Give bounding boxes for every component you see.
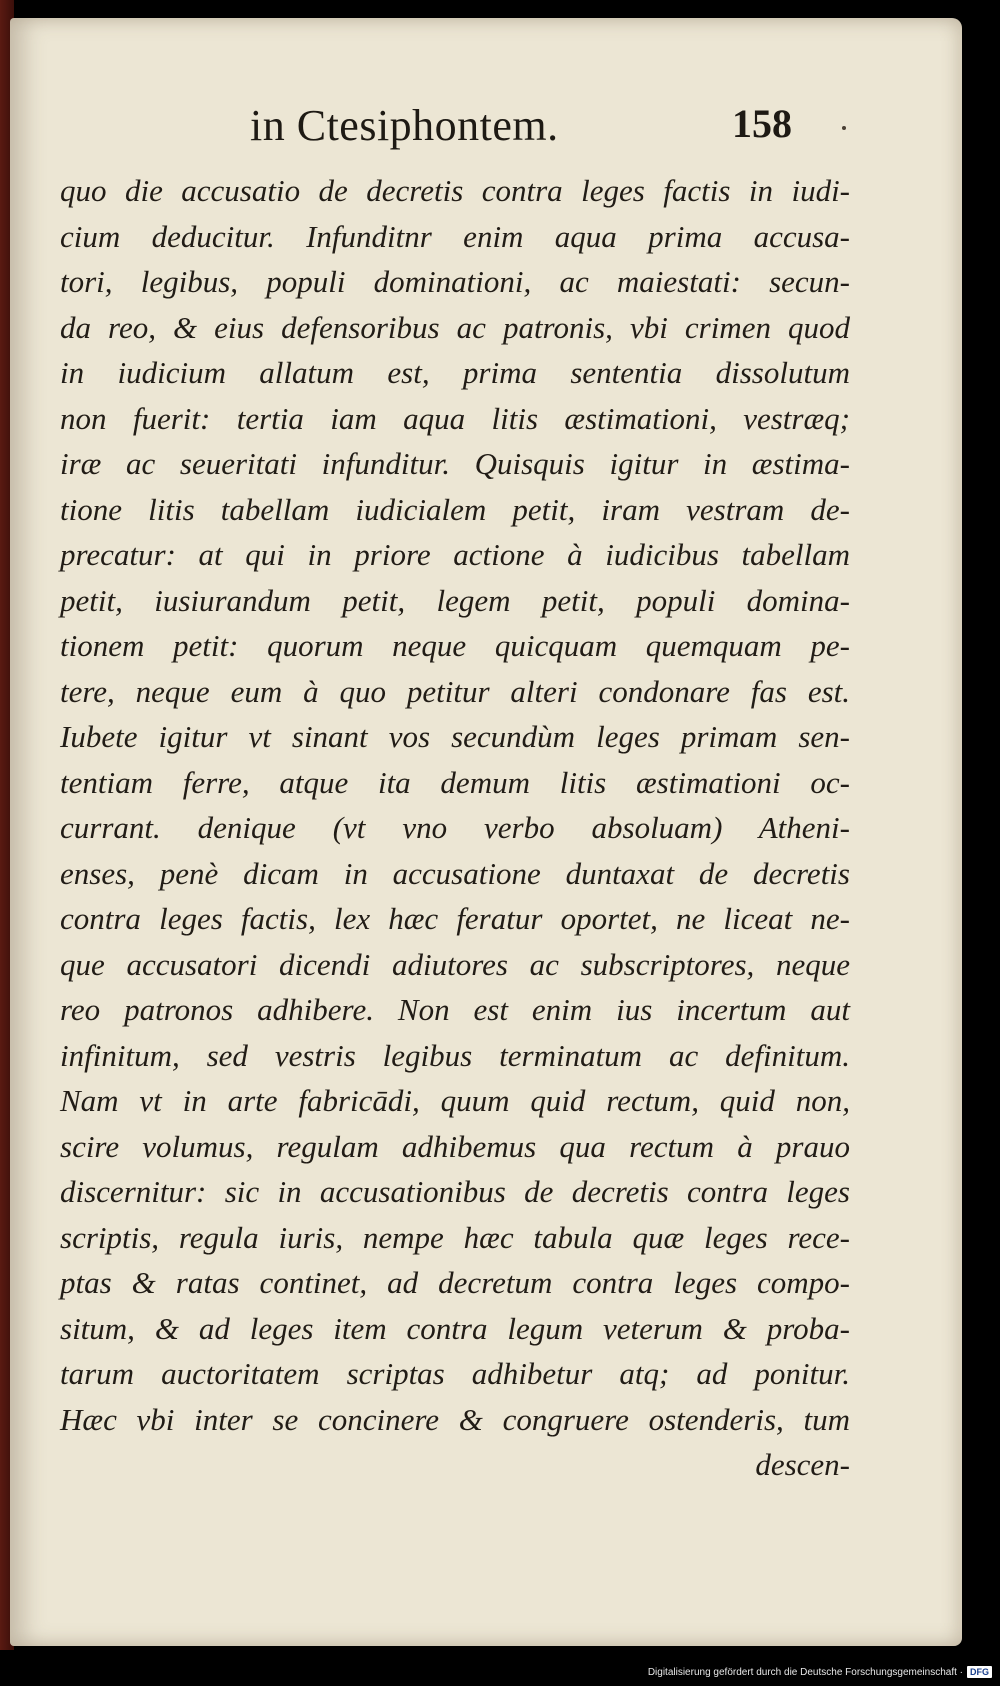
dfg-logo: DFG	[967, 1666, 992, 1678]
ink-speck	[842, 126, 846, 130]
running-title: in Ctesiphontem.	[250, 101, 559, 150]
text-line: scriptis, regula iuris, nempe hæc tabula quæ leges rece-	[60, 1219, 850, 1255]
text-line: precatur: at qui in priore actione à iudicibus tabellam	[60, 537, 850, 572]
text-line: tione litis tabellam iudicialem petit, iram vestram de-	[60, 491, 850, 527]
text-line: que accusatori dicendi adiutores ac subscriptores, neque	[60, 946, 850, 982]
body-text	[60, 168, 850, 1488]
text-line: quo die accusatio de decretis contra leges factis in iudi-	[60, 173, 850, 208]
text-line: tentiam ferre, atque ita demum litis æstimationi oc-	[60, 764, 850, 800]
text-line: tere, neque eum à quo petitur alteri condonare fas est.	[60, 673, 850, 709]
text-line: scire volumus, regulam adhibemus qua rectum à prauo	[60, 1128, 850, 1164]
text-line: tionem petit: quorum neque quicquam quemquam pe-	[60, 628, 850, 663]
text-line: Hæc vbi inter se concinere & congruere ostenderis, tum	[60, 1401, 850, 1437]
text-line: Iubete igitur vt sinant vos secundùm leges primam sen-	[60, 719, 850, 754]
text-line: discernitur: sic in accusationibus de decretis contra leges	[60, 1174, 850, 1209]
text-line: currant. denique (vt vno verbo absoluam) Atheni-	[60, 810, 850, 845]
text-line: in iudicium allatum est, prima sententia dissolutum	[60, 355, 850, 390]
text-line: reo patronos adhibere. Non est enim ius incertum aut	[60, 992, 850, 1027]
text-line: da reo, & eius defensoribus ac patronis, vbi crimen quod	[60, 309, 850, 345]
text-line: cium deducitur. Infunditnr enim aqua prima accusa-	[60, 218, 850, 254]
digitization-credit	[648, 1666, 992, 1678]
text-line: situm, & ad leges item contra legum veterum & proba-	[60, 1310, 850, 1346]
text-line: petit, iusiurandum petit, legem petit, populi domina-	[60, 582, 850, 618]
page-leaf	[10, 18, 962, 1646]
text-line: enses, penè dicam in accusatione duntaxat de decretis	[60, 855, 850, 891]
text-line: tarum auctoritatem scriptas adhibetur atq; ad ponitur.	[60, 1356, 850, 1391]
text-line: Nam vt in arte fabricādi, quum quid rectum, quid non,	[60, 1083, 850, 1118]
text-line: infinitum, sed vestris legibus terminatum ac definitum.	[60, 1037, 850, 1073]
text-line: iræ ac seueritati infunditur. Quisquis igitur in æstima-	[60, 446, 850, 481]
catchword: descen-	[755, 1447, 850, 1482]
text-line: tori, legibus, populi dominationi, ac maiestati: secun-	[60, 264, 850, 299]
text-line: ptas & ratas continet, ad decretum contra leges compo-	[60, 1265, 850, 1300]
page-number: 158	[732, 101, 792, 146]
text-line: non fuerit: tertia iam aqua litis æstimationi, vestræq;	[60, 400, 850, 436]
credit-text: Digitalisierung gefördert durch die Deutsche Forschungsgemeinschaft ·	[647, 1666, 963, 1678]
running-head	[10, 86, 962, 166]
text-line: contra leges factis, lex hæc feratur oportet, ne liceat ne-	[60, 901, 850, 936]
